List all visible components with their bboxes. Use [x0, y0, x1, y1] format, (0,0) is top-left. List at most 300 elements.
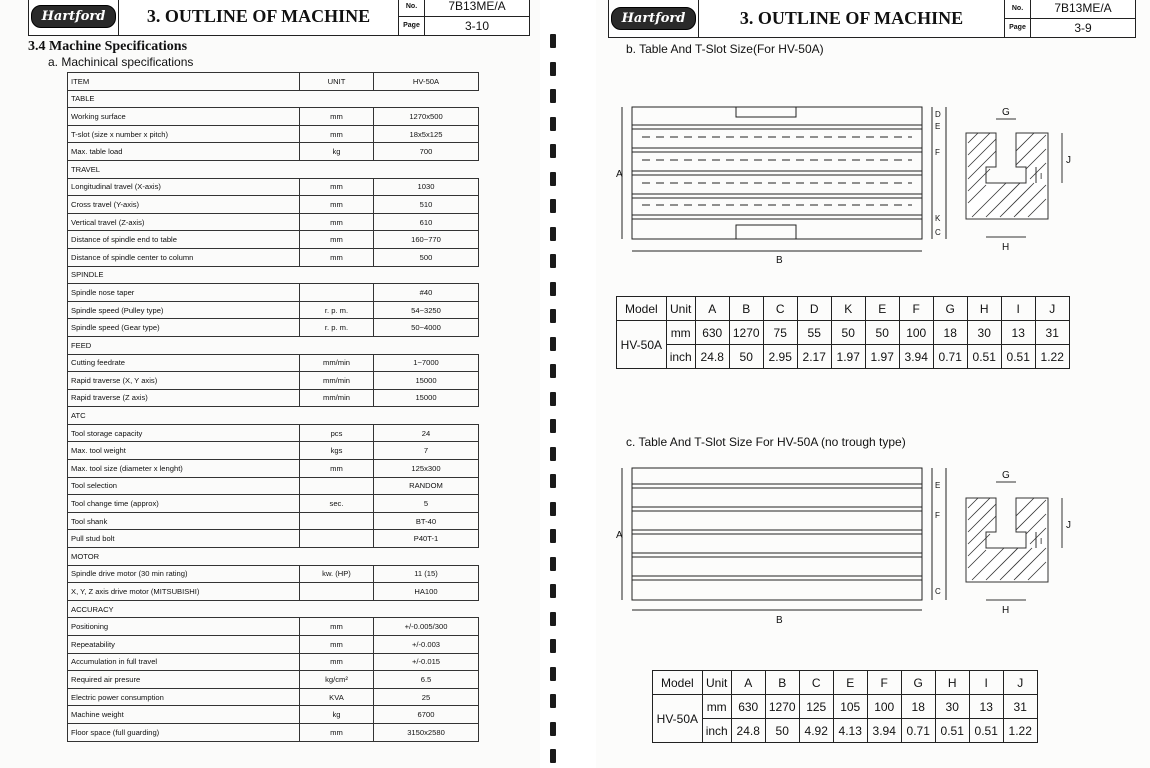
table-row [68, 125, 479, 143]
spec-value: 125x300 [374, 460, 479, 478]
section-c-title: c. Table And T-Slot Size For HV-50A (no trough type) [626, 435, 906, 449]
spec-value: 160~770 [374, 231, 479, 249]
column-header: A [695, 297, 729, 321]
page-header [28, 0, 530, 36]
value-cell: 1.97 [831, 345, 865, 369]
spec-unit: mm [300, 248, 374, 266]
section-b-title: b. Table And T-Slot Size(For HV-50A) [626, 42, 824, 56]
spec-value: 510 [374, 196, 479, 214]
table-header-row [617, 297, 1070, 321]
binding-ring [550, 117, 556, 131]
binding-ring [550, 254, 556, 268]
spec-unit: mm [300, 636, 374, 654]
page-header [608, 0, 1136, 38]
dim-label-f: F [935, 148, 940, 157]
dim-label-e: E [935, 122, 941, 131]
value-cell: 31 [1003, 695, 1037, 719]
spec-unit: mm/min [300, 372, 374, 390]
table-row [617, 321, 1070, 345]
column-header: C [799, 671, 833, 695]
table-tslot-diagram-b [616, 95, 1096, 265]
dim-label-j: J [1066, 155, 1071, 166]
category-row [68, 90, 479, 108]
binding-ring [550, 282, 556, 296]
spec-unit: kg [300, 706, 374, 724]
spec-value: 15000 [374, 372, 479, 390]
table-row [68, 284, 479, 302]
value-cell: 2.95 [763, 345, 797, 369]
table-row [68, 424, 479, 442]
table-row [653, 695, 1038, 719]
value-cell: 1.22 [1035, 345, 1069, 369]
binding-ring [550, 62, 556, 76]
column-header: G [901, 671, 935, 695]
category-spacer [300, 548, 374, 566]
page-number-label: Page [399, 17, 425, 36]
spec-item: Max. tool size (diameter x lenght) [68, 460, 300, 478]
spec-value: 700 [374, 143, 479, 161]
category-row [68, 160, 479, 178]
spec-value: 3150x2580 [374, 723, 479, 741]
binding-ring [550, 474, 556, 488]
category-label: FEED [68, 336, 300, 354]
value-cell: 50 [729, 345, 763, 369]
value-cell: 1.22 [1003, 719, 1037, 743]
category-spacer [374, 336, 479, 354]
spec-item: Rapid traverse (Z axis) [68, 389, 300, 407]
column-header: E [865, 297, 899, 321]
value-cell: 1.97 [865, 345, 899, 369]
spec-unit: kg/cm² [300, 671, 374, 689]
value-cell: 4.13 [833, 719, 867, 743]
spec-value: +/-0.005/300 [374, 618, 479, 636]
spec-item: Max. tool weight [68, 442, 300, 460]
category-row [68, 266, 479, 284]
value-cell: 1270 [729, 321, 763, 345]
spec-value: P40T-1 [374, 530, 479, 548]
spec-item: Distance of spindle end to table [68, 231, 300, 249]
spec-item: Tool selection [68, 477, 300, 495]
binding-ring [550, 227, 556, 241]
spec-value: 24 [374, 424, 479, 442]
model-header: Model [653, 671, 703, 695]
spec-value: 1~7000 [374, 354, 479, 372]
category-row [68, 407, 479, 425]
spec-unit [300, 284, 374, 302]
column-header: I [1001, 297, 1035, 321]
doc-number: 7B13ME/A [1054, 1, 1112, 16]
spec-unit: mm [300, 213, 374, 231]
column-header: G [933, 297, 967, 321]
category-spacer [374, 266, 479, 284]
dim-label-k: K [935, 214, 941, 223]
header-unit: UNIT [300, 73, 374, 91]
unit-header: Unit [666, 297, 695, 321]
value-cell: 0.51 [967, 345, 1001, 369]
dim-label-b: B [776, 615, 783, 626]
category-label: SPINDLE [68, 266, 300, 284]
spec-item: Required air presure [68, 671, 300, 689]
dim-label-b: B [776, 255, 783, 265]
category-spacer [300, 266, 374, 284]
table-row [68, 618, 479, 636]
doc-number-label: No. [1005, 0, 1031, 18]
spec-value: 6.5 [374, 671, 479, 689]
column-header: J [1003, 671, 1037, 695]
binding-ring [550, 309, 556, 323]
spec-value: 25 [374, 688, 479, 706]
value-cell: 13 [1001, 321, 1035, 345]
value-cell: 105 [833, 695, 867, 719]
unit-cell: inch [666, 345, 695, 369]
value-cell: 0.51 [935, 719, 969, 743]
spec-value: +/-0.015 [374, 653, 479, 671]
value-cell: 2.17 [797, 345, 831, 369]
value-cell: 13 [969, 695, 1003, 719]
table-row [68, 301, 479, 319]
dim-label-h: H [1002, 605, 1010, 616]
hartford-logo: Hartford [31, 5, 117, 28]
spec-item: Accumulation in full travel [68, 653, 300, 671]
doc-meta [1005, 0, 1135, 37]
spec-unit: mm/min [300, 354, 374, 372]
left-page [0, 0, 540, 768]
dim-label-d: D [935, 110, 941, 119]
spec-item: Repeatability [68, 636, 300, 654]
spec-unit: mm [300, 178, 374, 196]
category-label: ACCURACY [68, 600, 300, 618]
table-row [68, 671, 479, 689]
spec-unit: r. p. m. [300, 319, 374, 337]
category-spacer [300, 407, 374, 425]
category-spacer [300, 160, 374, 178]
model-name: HV-50A [617, 321, 667, 369]
table-header-row [68, 73, 479, 91]
spec-unit [300, 477, 374, 495]
table-header-row [653, 671, 1038, 695]
table-row [68, 565, 479, 583]
binding-ring [550, 447, 556, 461]
dim-label-g: G [1002, 107, 1010, 118]
spiral-binding [540, 0, 596, 768]
column-header: B [729, 297, 763, 321]
table-row [68, 512, 479, 530]
spec-unit: KVA [300, 688, 374, 706]
binding-ring [550, 557, 556, 571]
column-header: K [831, 297, 865, 321]
column-header: H [935, 671, 969, 695]
unit-cell: inch [702, 719, 731, 743]
table-row [68, 530, 479, 548]
value-cell: 1270 [765, 695, 799, 719]
spec-item: Positioning [68, 618, 300, 636]
dim-label-a: A [616, 530, 623, 541]
table-tslot-diagram-c [616, 458, 1096, 628]
value-cell: 0.51 [1001, 345, 1035, 369]
binding-ring [550, 364, 556, 378]
value-cell: 630 [731, 695, 765, 719]
spec-unit: mm [300, 108, 374, 126]
value-cell: 3.94 [867, 719, 901, 743]
column-header: F [899, 297, 933, 321]
spec-item: Spindle nose taper [68, 284, 300, 302]
spec-unit: kg [300, 143, 374, 161]
spec-item: Pull stud bolt [68, 530, 300, 548]
category-spacer [374, 548, 479, 566]
value-cell: 100 [899, 321, 933, 345]
category-label: TRAVEL [68, 160, 300, 178]
table-row [68, 442, 479, 460]
table-row [68, 319, 479, 337]
table-row [68, 354, 479, 372]
dim-label-i: I [1040, 537, 1043, 546]
spec-unit [300, 530, 374, 548]
value-cell: 0.71 [933, 345, 967, 369]
spec-item: Cutting feedrate [68, 354, 300, 372]
hartford-logo: Hartford [611, 7, 697, 30]
table-row [68, 196, 479, 214]
spec-item: Spindle speed (Pulley type) [68, 301, 300, 319]
category-spacer [374, 160, 479, 178]
spec-value: #40 [374, 284, 479, 302]
page-number: 3-9 [1074, 20, 1092, 35]
category-spacer [300, 90, 374, 108]
table-row [68, 389, 479, 407]
dim-label-j: J [1066, 520, 1071, 531]
dim-label-c: C [935, 587, 941, 596]
category-label: ATC [68, 407, 300, 425]
category-spacer [374, 600, 479, 618]
column-header: D [797, 297, 831, 321]
value-cell: 630 [695, 321, 729, 345]
spec-unit: mm/min [300, 389, 374, 407]
spec-item: Floor space (full guarding) [68, 723, 300, 741]
column-header: J [1035, 297, 1069, 321]
spec-value: 500 [374, 248, 479, 266]
spec-unit [300, 583, 374, 601]
spec-value: 11 (15) [374, 565, 479, 583]
binding-ring [550, 584, 556, 598]
value-cell: 75 [763, 321, 797, 345]
spec-unit [300, 512, 374, 530]
column-header: C [763, 297, 797, 321]
page-title: 3. OUTLINE OF MACHINE [119, 0, 399, 35]
table-row [653, 719, 1038, 743]
spec-value: HA100 [374, 583, 479, 601]
value-cell: 24.8 [731, 719, 765, 743]
dimension-table-b [616, 296, 1070, 369]
table-row [68, 178, 479, 196]
category-row [68, 600, 479, 618]
spec-unit: mm [300, 618, 374, 636]
spec-item: Spindle speed (Gear type) [68, 319, 300, 337]
category-spacer [300, 336, 374, 354]
spec-value: 6700 [374, 706, 479, 724]
dim-label-a: A [616, 169, 623, 180]
spec-unit: mm [300, 723, 374, 741]
spec-item: Machine weight [68, 706, 300, 724]
doc-number-label: No. [399, 0, 425, 16]
section-heading: 3.4 Machine Specifications [28, 39, 188, 54]
spec-unit: mm [300, 231, 374, 249]
spec-value: +/-0.003 [374, 636, 479, 654]
spec-unit: mm [300, 196, 374, 214]
value-cell: 24.8 [695, 345, 729, 369]
category-spacer [374, 90, 479, 108]
dim-label-i: I [1040, 172, 1043, 181]
binding-ring [550, 199, 556, 213]
value-cell: 18 [933, 321, 967, 345]
spec-item: X, Y, Z axis drive motor (MITSUBISHI) [68, 583, 300, 601]
value-cell: 0.51 [969, 719, 1003, 743]
value-cell: 3.94 [899, 345, 933, 369]
model-header: Model [617, 297, 667, 321]
spec-item: Tool storage capacity [68, 424, 300, 442]
spec-unit: kgs [300, 442, 374, 460]
value-cell: 4.92 [799, 719, 833, 743]
value-cell: 18 [901, 695, 935, 719]
table-row [68, 583, 479, 601]
binding-ring [550, 639, 556, 653]
logo-cell [29, 0, 119, 35]
right-page [596, 0, 1150, 768]
table-row [68, 477, 479, 495]
header-model: HV-50A [374, 73, 479, 91]
dim-label-e: E [935, 481, 941, 490]
column-header: B [765, 671, 799, 695]
spec-item: Vertical travel (Z-axis) [68, 213, 300, 231]
spec-item: Longitudinal travel (X-axis) [68, 178, 300, 196]
unit-cell: mm [702, 695, 731, 719]
category-spacer [374, 407, 479, 425]
binding-ring [550, 612, 556, 626]
spec-unit: r. p. m. [300, 301, 374, 319]
column-header: I [969, 671, 1003, 695]
spec-value: 5 [374, 495, 479, 513]
spec-item: Working surface [68, 108, 300, 126]
column-header: F [867, 671, 901, 695]
spec-unit: mm [300, 125, 374, 143]
value-cell: 30 [967, 321, 1001, 345]
column-header: H [967, 297, 1001, 321]
binding-ring [550, 502, 556, 516]
spec-item: Electric power consumption [68, 688, 300, 706]
table-row [68, 495, 479, 513]
dim-label-h: H [1002, 242, 1010, 253]
unit-header: Unit [702, 671, 731, 695]
doc-meta [399, 0, 529, 35]
value-cell: 50 [765, 719, 799, 743]
spec-unit: kw. (HP) [300, 565, 374, 583]
value-cell: 100 [867, 695, 901, 719]
spec-value: 54~3250 [374, 301, 479, 319]
binding-ring [550, 529, 556, 543]
dim-label-f: F [935, 511, 940, 520]
spec-value: 7 [374, 442, 479, 460]
page-number: 3-10 [464, 18, 490, 33]
spec-item: T-slot (size x number x pitch) [68, 125, 300, 143]
binding-ring [550, 34, 556, 48]
spec-item: Max. table load [68, 143, 300, 161]
doc-number: 7B13ME/A [448, 0, 506, 14]
spec-item: Cross travel (Y-axis) [68, 196, 300, 214]
spec-unit: pcs [300, 424, 374, 442]
table-row [68, 723, 479, 741]
spec-value: 1030 [374, 178, 479, 196]
table-row [68, 108, 479, 126]
spec-value: BT-40 [374, 512, 479, 530]
table-row [68, 231, 479, 249]
spec-value: 50~4000 [374, 319, 479, 337]
category-spacer [300, 600, 374, 618]
dimension-table-c [652, 670, 1038, 743]
spec-value: RANDOM [374, 477, 479, 495]
column-header: E [833, 671, 867, 695]
spec-item: Spindle drive motor (30 min rating) [68, 565, 300, 583]
binding-ring [550, 172, 556, 186]
binding-ring [550, 419, 556, 433]
header-item: ITEM [68, 73, 300, 91]
dim-label-c: C [935, 228, 941, 237]
table-row [68, 460, 479, 478]
spec-value: 610 [374, 213, 479, 231]
page-title: 3. OUTLINE OF MACHINE [699, 0, 1005, 37]
spec-value: 1270x500 [374, 108, 479, 126]
value-cell: 31 [1035, 321, 1069, 345]
spec-value: 15000 [374, 389, 479, 407]
category-label: TABLE [68, 90, 300, 108]
table-row [617, 345, 1070, 369]
binding-ring [550, 144, 556, 158]
spec-value: 18x5x125 [374, 125, 479, 143]
spec-unit: sec. [300, 495, 374, 513]
binding-ring [550, 89, 556, 103]
specifications-table [67, 72, 479, 742]
value-cell: 125 [799, 695, 833, 719]
column-header: A [731, 671, 765, 695]
category-label: MOTOR [68, 548, 300, 566]
binding-ring [550, 667, 556, 681]
binding-ring [550, 694, 556, 708]
table-row [68, 688, 479, 706]
table-row [68, 248, 479, 266]
logo-cell [609, 0, 699, 37]
spec-item: Rapid traverse (X, Y axis) [68, 372, 300, 390]
category-row [68, 336, 479, 354]
unit-cell: mm [666, 321, 695, 345]
value-cell: 50 [831, 321, 865, 345]
table-row [68, 143, 479, 161]
value-cell: 0.71 [901, 719, 935, 743]
spec-item: Tool change time (approx) [68, 495, 300, 513]
table-row [68, 636, 479, 654]
dim-label-g: G [1002, 470, 1010, 481]
table-row [68, 213, 479, 231]
sub-heading: a. Machinical specifications [48, 55, 194, 69]
spec-item: Distance of spindle center to column [68, 248, 300, 266]
value-cell: 55 [797, 321, 831, 345]
table-row [68, 653, 479, 671]
model-name: HV-50A [653, 695, 703, 743]
binding-ring [550, 392, 556, 406]
page-number-label: Page [1005, 19, 1031, 38]
binding-ring [550, 337, 556, 351]
value-cell: 30 [935, 695, 969, 719]
spec-unit: mm [300, 653, 374, 671]
category-row [68, 548, 479, 566]
spec-unit: mm [300, 460, 374, 478]
table-row [68, 706, 479, 724]
